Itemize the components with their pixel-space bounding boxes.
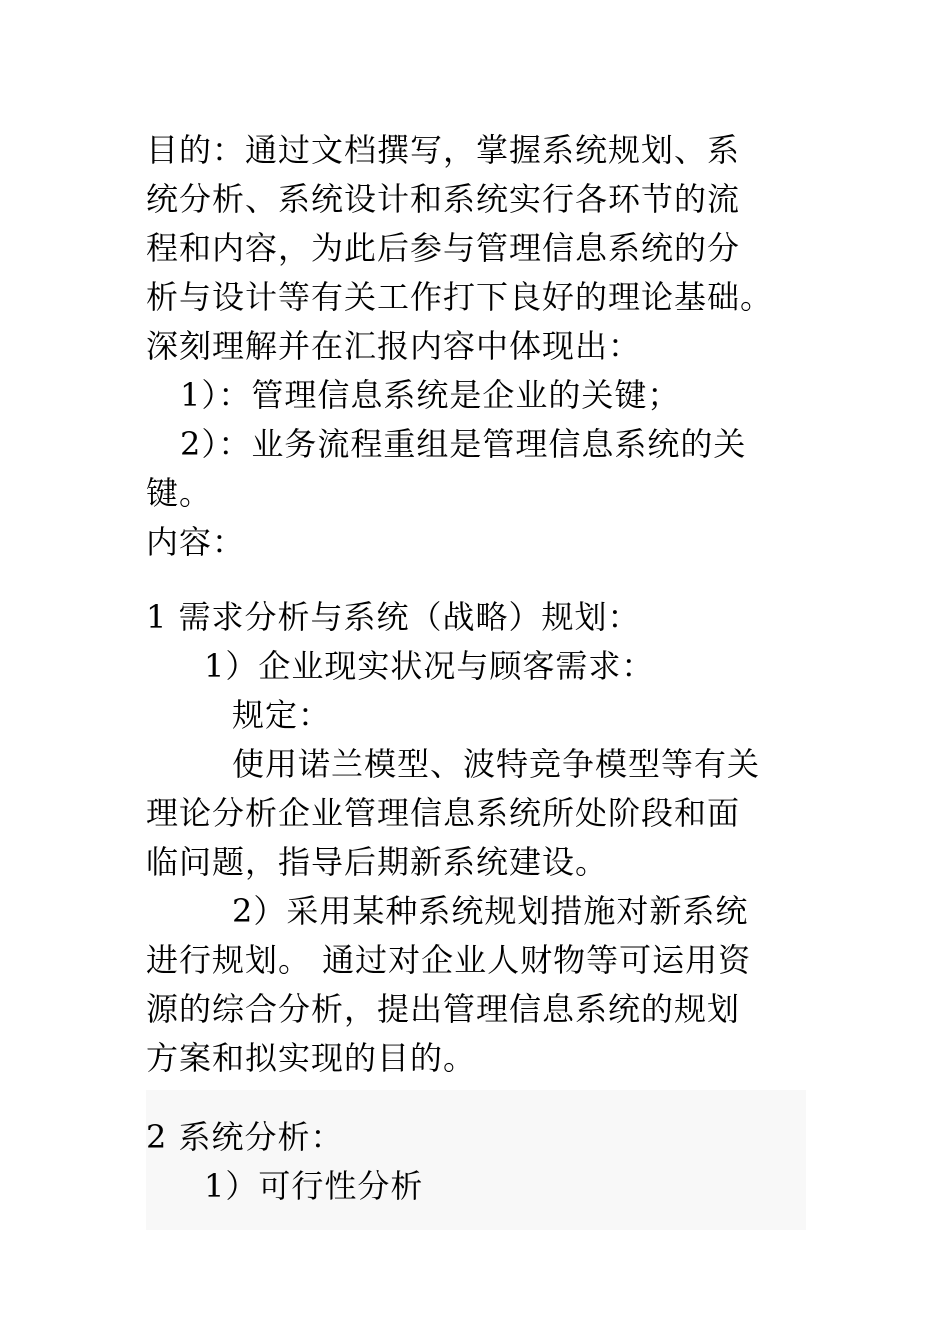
purpose-line-4: 析与设计等有关工作打下良好的理论基础。 — [146, 278, 774, 316]
requirement-line-1: 使用诺兰模型、波特竞争模型等有关 — [232, 745, 761, 783]
point-1: 1）：管理信息系统是企业的关键； — [180, 376, 681, 414]
point-2: 2）：业务流程重组是管理信息系统的关 — [180, 425, 747, 463]
section-2-heading: 2 系统分析： — [146, 1118, 344, 1156]
requirement-line-3: 临问题，指导后期新系统建设。 — [146, 843, 609, 881]
document-body — [146, 126, 806, 1211]
requirement-line-2: 理论分析企业管理信息系统所处阶段和面 — [146, 794, 741, 832]
spacer — [146, 1083, 806, 1113]
subsection-1-2-line-3: 源的综合分析，提出管理信息系统的规划 — [146, 990, 741, 1028]
subsection-2-1: 1）可行性分析 — [204, 1167, 424, 1205]
purpose-line-2: 统分析、系统设计和系统实行各环节的流 — [146, 180, 741, 218]
point-2-cont: 键。 — [146, 474, 213, 512]
purpose-line-3: 程和内容，为此后参与管理信息系统的分 — [146, 229, 741, 267]
subsection-1-2: 2）采用某种系统规划措施对新系统 — [232, 892, 749, 930]
purpose-line-5: 深刻理解并在汇报内容中体现出： — [146, 327, 642, 365]
content-heading: 内容： — [146, 523, 246, 561]
subsection-1-1: 1）企业现实状况与顾客需求： — [204, 647, 655, 685]
subsection-1-2-line-4: 方案和拟实现的目的。 — [146, 1039, 477, 1077]
spacer — [146, 567, 806, 593]
subsection-1-2-line-2: 进行规划。 通过对企业人财物等可运用资 — [146, 941, 752, 979]
requirement-label: 规定： — [232, 696, 332, 734]
purpose-line-1: 目的：通过文档撰写，掌握系统规划、系 — [146, 131, 741, 169]
section-1-heading: 1 需求分析与系统（战略）规划： — [146, 598, 641, 636]
